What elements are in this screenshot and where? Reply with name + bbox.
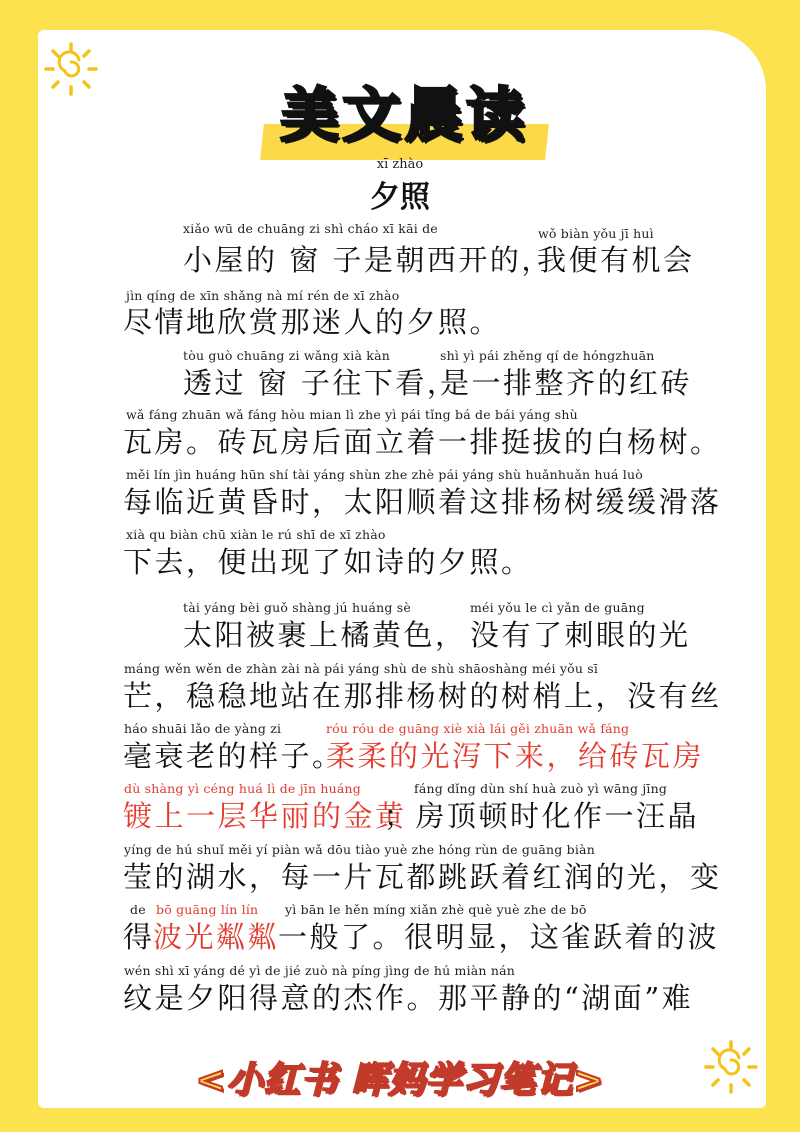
pinyin-line-highlight: róu róu de guāng xiè xià lái gěi zhuān wǎ fáng [326,721,630,736]
text-line: 尽情地欣赏那迷人的夕照。 [123,305,502,339]
pinyin-line-highlight: bō guāng lín lín [156,902,259,917]
pinyin-line: shì yì pái zhěng qí de hóngzhuān [440,348,655,363]
text-line: 我便有机会 [537,243,695,277]
pinyin-line: wǒ biàn yǒu jī huì [538,226,654,241]
pinyin-line: de [130,902,146,917]
text-line: 是一排整齐的红砖 [440,366,693,400]
subtitle: 夕照 [370,180,430,215]
text-line: 纹是夕阳得意的杰作。那平静的“湖面”难 [123,981,694,1015]
pinyin-line: méi yǒu le cì yǎn de guāng [470,600,645,615]
sun-icon [702,1038,760,1096]
pinyin-line: jìn qíng de xīn shǎng nà mí rén de xī zhào [126,288,400,303]
text-line-highlight: 波光粼粼 [153,920,280,954]
title-block [262,66,547,166]
pinyin-line: xiǎo wū de chuāng zi shì cháo xī kāi de [183,221,438,236]
pinyin-line: yì bān le hěn míng xiǎn zhè què yuè zhe de bō [285,902,587,917]
text-line: 芒，稳稳地站在那排杨树的树梢上，没有丝 [123,679,722,713]
text-line: 下去，便出现了如诗的夕照。 [123,545,533,579]
text-line: 毫衰老的样子。 [123,739,344,773]
text-line: 没有了刺眼的光 [470,618,691,652]
text-line: 每临近黄昏时，太阳顺着这排杨树缓缓滑落 [123,485,722,519]
sun-icon [42,40,100,98]
text-line: 太阳被裹上橘黄色， [183,618,467,652]
pinyin-line: tài yáng bèi guǒ shàng jú huáng sè [183,600,411,615]
text-line-highlight: 柔柔的光泻下来，给砖瓦房 [326,739,705,773]
text-line: 莹的湖水，每一片瓦都跳跃着红润的光，变 [123,860,722,894]
pinyin-line: měi lín jìn huáng hūn shí tài yáng shùn zhe zhè pái yáng shù huǎnhuǎn huá luò [126,467,643,482]
pinyin-line-highlight: dù shàng yì céng huá lì de jīn huáng [124,781,361,796]
text-line: 得 [123,920,155,954]
pinyin-line: wén shì xī yáng dé yì de jié zuò nà píng jìng de hú miàn nán [124,963,516,978]
page-title: 美文晨读 [280,81,529,149]
footer-signature: <小红书 晖妈学习笔记> [195,1060,605,1101]
pinyin-line: máng wěn wěn de zhàn zài nà pái yáng shù de shù shāoshàng méi yǒu sī [124,661,599,676]
text-line: 瓦房。砖瓦房后面立着一排挺拔的白杨树。 [123,425,722,459]
pinyin-line: háo shuāi lǎo de yàng zi [124,721,282,736]
text-line-highlight: 镀上一层华丽的金黄 [123,799,407,833]
text-line: ；房顶顿时化作一汪晶 [384,799,700,833]
pinyin-line: fáng dǐng dùn shí huà zuò yì wāng jīng [414,781,668,796]
pinyin-line: wǎ fáng zhuān wǎ fáng hòu mian lì zhe yì pái tǐng bá de bái yáng shù [126,407,578,422]
pinyin-line: tòu guò chuāng zi wǎng xià kàn [183,348,390,363]
subtitle-pinyin: xī zhào [376,157,424,172]
text-line: 小屋的 窗 子是朝西开的， [183,243,553,277]
pinyin-line: xià qu biàn chū xiàn le rú shī de xī zhào [126,527,386,542]
text-line: 透过 窗 子往下看， [183,366,459,400]
pinyin-line: yíng de hú shuǐ měi yí piàn wǎ dōu tiào yuè zhe hóng rùn de guāng biàn [124,842,595,857]
text-line: 一般了。很明显，这雀跃着的波 [278,920,720,954]
